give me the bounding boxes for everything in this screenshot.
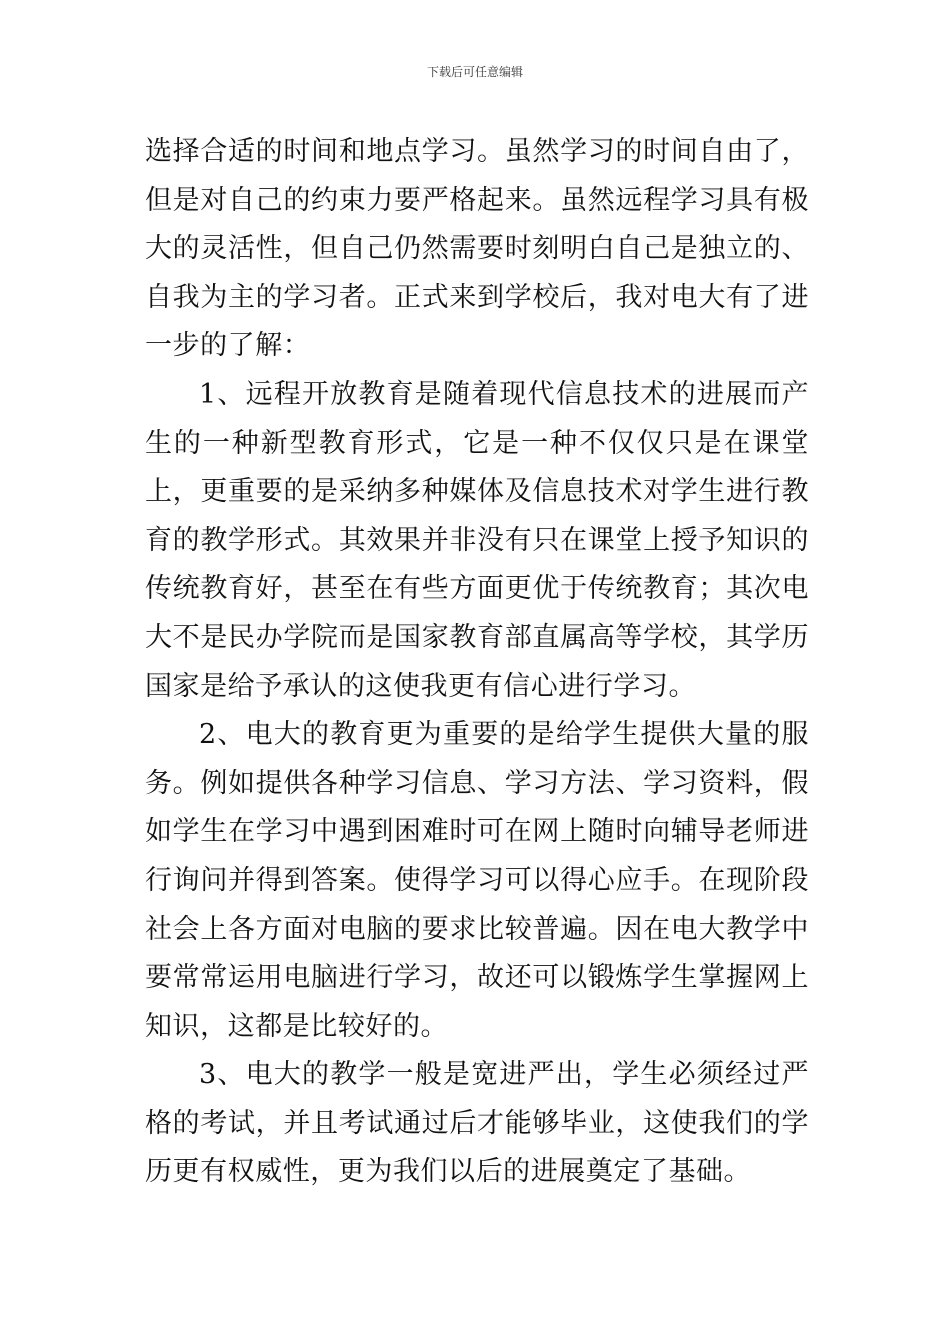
document-body (145, 128, 809, 1197)
paragraph-continuation: 选择合适的时间和地点学习。虽然学习的时间自由了，但是对自己的约束力要严格起来。虽然远程学习具有极大的灵活性，但自己仍然需要时刻明白自己是独立的、自我为主的学习者。正式来到学校后，我对电大有了进一步的了解： (145, 136, 809, 362)
paragraph-item-2: 2、电大的教育更为重要的是给学生提供大量的服务。例如提供各种学习信息、学习方法、学习资料，假如学生在学习中遇到困难时可在网上随时向辅导老师进行询问并得到答案。使得学习可以得心应手。在现阶段社会上各方面对电脑的要求比较普遍。因在电大教学中要常常运用电脑进行学习，故还可以锻炼学生掌握网上知识，这都是比较好的。 (145, 719, 809, 1042)
paragraph-item-1: 1、远程开放教育是随着现代信息技术的进展而产生的一种新型教育形式，它是一种不仅仅只是在课堂上，更重要的是采纳多种媒体及信息技术对学生进行教育的教学形式。其效果并非没有只在课堂上授予知识的传统教育好，甚至在有些方面更优于传统教育；其次电大不是民办学院而是国家教育部直属高等学校，其学历国家是给予承认的这使我更有信心进行学习。 (145, 378, 809, 702)
page-header: 下载后可任意编辑 (426, 65, 523, 79)
paragraph-item-3: 3、电大的教学一般是宽进严出，学生必须经过严格的考试，并且考试通过后才能够毕业，这使我们的学历更有权威性，更为我们以后的进展奠定了基础。 (145, 1059, 809, 1188)
